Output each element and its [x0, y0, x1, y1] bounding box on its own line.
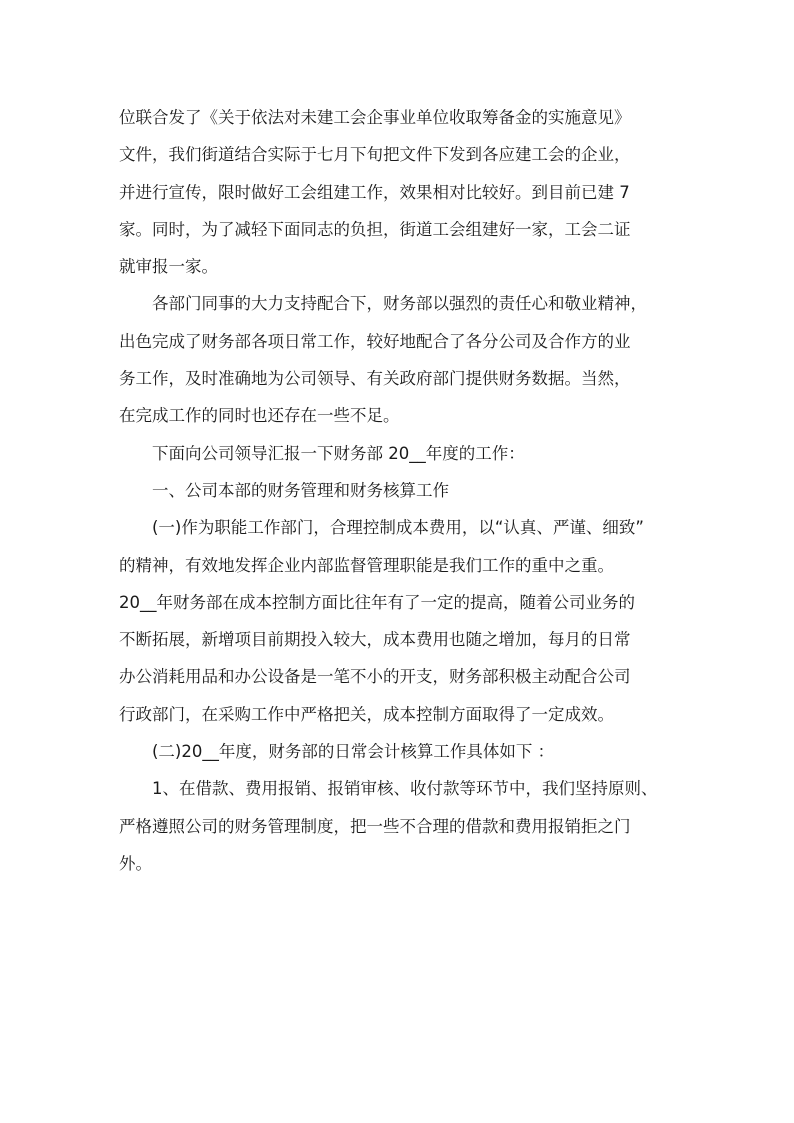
text-line: 就审报一家。	[119, 257, 218, 277]
document-body	[119, 99, 675, 882]
text-line: 位联合发了《关于依法对未建工会企事业单位收取筹备金的实施意见》	[119, 108, 631, 127]
text-line: 各部门同事的大力支持配合下，财务部以强烈的责任心和敬业精神，	[119, 294, 647, 314]
paragraph	[119, 509, 675, 733]
text-line: 出色完成了财务部各项日常工作，较好地配合了各分公司及合作方的业	[119, 331, 631, 351]
text-line: 外。	[119, 853, 152, 873]
text-line: 的精神，有效地发挥企业内部监督管理职能是我们工作的重中之重。	[119, 555, 614, 575]
text-line: 在完成工作的同时也还存在一些不足。	[119, 406, 400, 426]
text-line: (一)作为职能工作部门，合理控制成本费用，以“认真、严谨、细致”	[119, 518, 644, 538]
text-line: 1、在借款、费用报销、报销审核、收付款等环节中，我们坚持原则、	[119, 779, 658, 799]
text-line: 务工作，及时准确地为公司领导、有关政府部门提供财务数据。当然，	[119, 369, 631, 389]
text-line: (二)20__年度，财务部的日常会计核算工作具体如下 ：	[119, 742, 555, 762]
paragraph	[119, 770, 675, 882]
section-heading	[119, 472, 675, 509]
text-line: 并进行宣传，限时做好工会组建工作，效果相对比较好。到目前已建 7	[119, 182, 630, 202]
text-line: 不断拓展，新增项目前期投入较大，成本费用也随之增加，每月的日常	[119, 630, 631, 650]
paragraph	[119, 733, 675, 770]
paragraph	[119, 435, 675, 472]
paragraph	[119, 99, 675, 285]
text-line: 严格遵照公司的财务管理制度，把一些不合理的借款和费用报销拒之门	[119, 816, 631, 836]
paragraph	[119, 285, 675, 434]
text-line: 下面向公司领导汇报一下财务部 20__年度的工作：	[119, 443, 525, 463]
text-line: 家。同时，为了减轻下面同志的负担，街道工会组建好一家，工会二证	[119, 219, 631, 239]
text-line: 办公消耗用品和办公设备是一笔不小的开支，财务部积极主动配合公司	[119, 667, 631, 687]
text-line: 一、公司本部的财务管理和财务核算工作	[119, 480, 449, 500]
text-line: 文件，我们街道结合实际于七月下旬把文件下发到各应建工会的企业，	[119, 145, 631, 165]
text-line: 20__年财务部在成本控制方面比往年有了一定的提高，随着公司业务的	[119, 592, 635, 612]
text-line: 行政部门，在采购工作中严格把关，成本控制方面取得了一定成效。	[119, 704, 614, 724]
